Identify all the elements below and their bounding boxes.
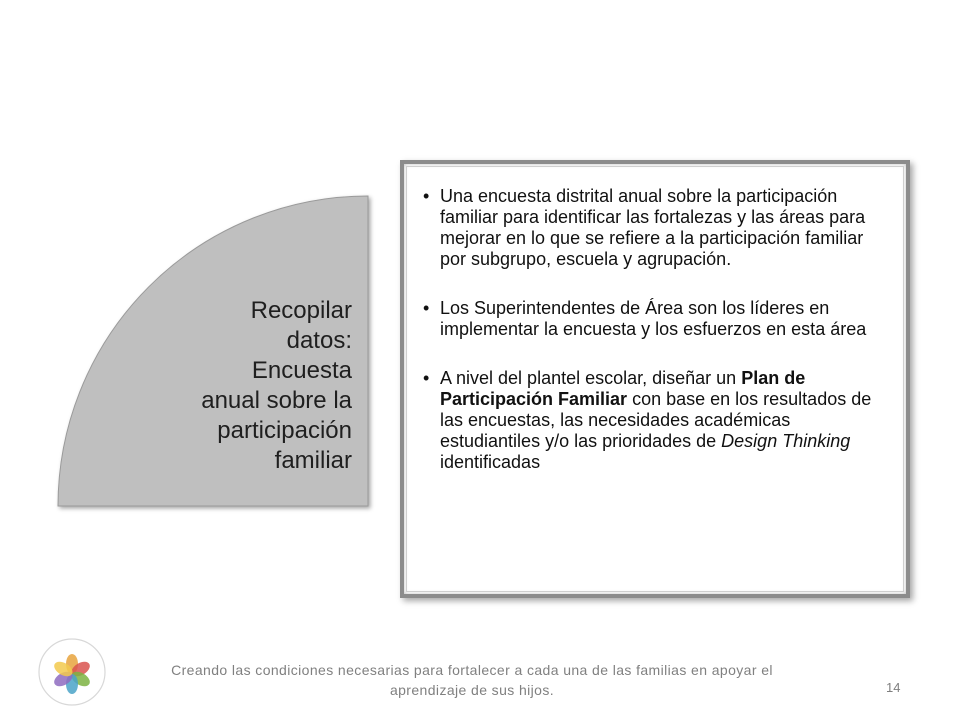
bullet-text: A nivel del plantel escolar, diseñar un — [440, 368, 742, 388]
bullet-item — [440, 298, 892, 340]
graphic-title-line: Recopilar — [250, 297, 352, 324]
bullet-text: Una encuesta distrital anual sobre la participación familiar para identificar las fortalezas y las áreas para mejorar en lo que se refiere a la participación familiar por subgrupo, escuela y agrupación. — [440, 186, 866, 269]
bullet-item — [440, 368, 892, 473]
bullet-item — [440, 186, 892, 270]
graphic-title-line: participación — [217, 417, 352, 444]
logo-graphic — [36, 636, 108, 708]
footer-caption — [112, 660, 832, 700]
graphic-title-line: anual sobre la — [201, 387, 352, 414]
footer-line: aprendizaje de sus hijos. — [389, 682, 555, 698]
page-number: 14 — [886, 680, 901, 695]
bullet-text: identificadas — [440, 452, 541, 472]
bullet-text-bold: Plan de Participación Familiar — [440, 368, 806, 409]
san-diego-unified-logo-icon — [36, 636, 108, 708]
graphic-title — [112, 296, 352, 476]
graphic-title-line: familiar — [274, 447, 352, 474]
footer-line: Creando las condiciones necesarias para fortalecer a cada una de las familias en apoyar el — [171, 662, 773, 678]
bullet-text-italic: Design Thinking — [721, 431, 851, 451]
bullet-text: Los Superintendentes de Área son los líderes en implementar la encuesta y los esfuerzos en esta área — [440, 298, 867, 339]
graphic-title-line: datos: — [286, 327, 352, 354]
quarter-circle-graphic — [58, 196, 368, 506]
graphic-title-line: Encuesta — [251, 357, 352, 384]
bullet-list — [404, 164, 906, 473]
bullet-text: con base en los resultados de las encuestas, las necesidades académicas estudiantiles y/o las prioridades de — [440, 389, 872, 451]
bullet-text-box — [400, 160, 910, 598]
